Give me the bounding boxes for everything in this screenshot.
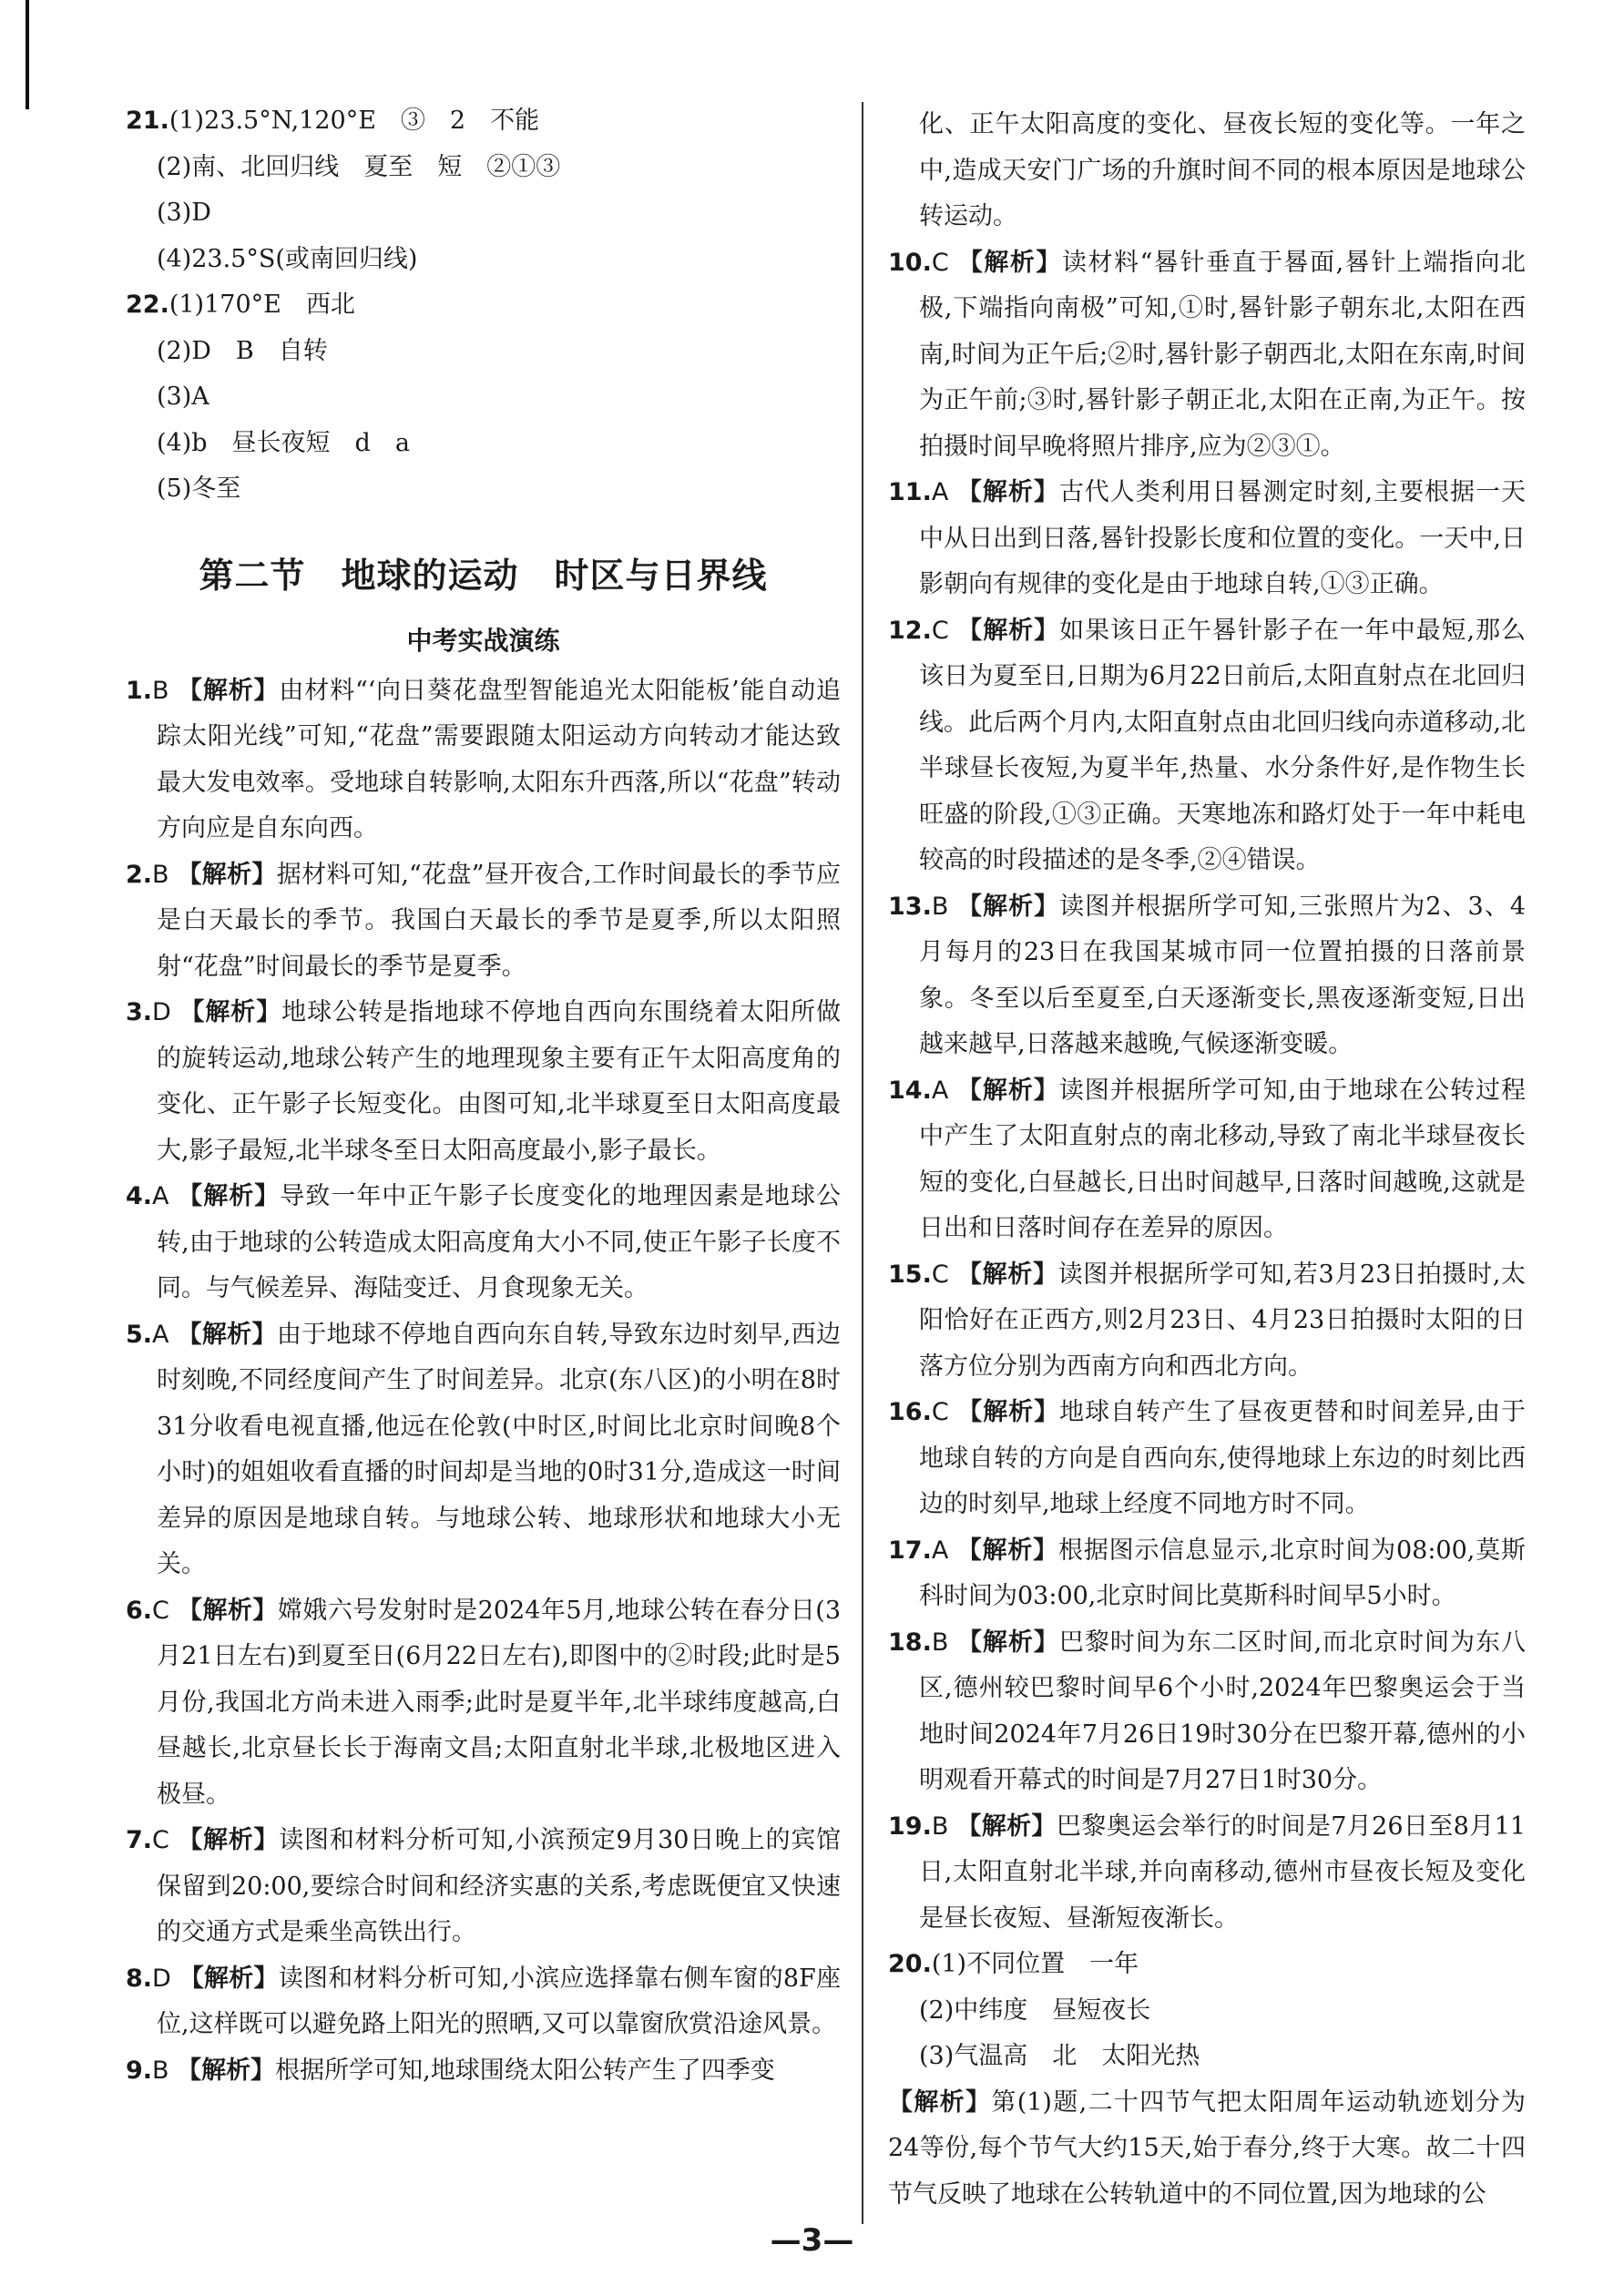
item-number: 5. (126, 1320, 153, 1349)
item-answer-letter: D (152, 998, 171, 1026)
answer-item (888, 1804, 1526, 1943)
item-answer-letter: A (152, 1320, 169, 1349)
analysis-tag: 【解析】 (177, 2056, 276, 2085)
item-answer-letter: C (931, 248, 949, 277)
item-analysis-text: 导致一年中正午影子长度变化的地理因素是地球公转,由于地球的公转造成太阳高度角大小不同,使正午影子长度不同。与气候差异、海陆变迁、月食现象无关。 (157, 1182, 842, 1302)
item-number: 1. (126, 676, 153, 705)
item-answer-letter: A (931, 1536, 949, 1565)
item-answer-letter: C (931, 616, 949, 645)
item-number: 4. (126, 1182, 153, 1210)
section-title: 第二节 地球的运动 时区与日界线 (199, 555, 768, 596)
q20-line-1 (888, 1942, 1526, 1988)
q21-answer-4: (4)23.5°S(或南回归线) (157, 244, 418, 273)
item-number: 15. (888, 1260, 932, 1289)
item-answer-letter: B (931, 1811, 949, 1841)
item-answer-letter: B (152, 676, 169, 705)
analysis-tag: 【解析】 (178, 676, 280, 705)
item-answer-letter: C (931, 1260, 949, 1289)
answer-item (888, 470, 1526, 608)
item-number: 7. (126, 1826, 153, 1854)
answer-item (126, 1312, 841, 1588)
item-number: 19. (888, 1811, 932, 1841)
item-analysis-text: 据材料可知,“花盘”昼开夜合,工作时间最长的季节应是白天最长的季节。我国白天最长的季节是夏季,所以太阳照射“花盘”时间最长的季节是夏季。 (157, 860, 841, 981)
answer-item (126, 1818, 841, 1956)
analysis-tag: 【解析】 (957, 892, 1060, 921)
analysis-tag: 【解析】 (179, 1964, 279, 1993)
item-analysis-text: 古代人类利用日晷测定时刻,主要根据一天中从日出到日落,晷针投影长度和位置的变化。一天中,日影朝向有规律的变化是由于地球自转,①③正确。 (919, 478, 1526, 598)
item-answer-letter: B (152, 2056, 169, 2085)
analysis-tag: 【解析】 (957, 248, 1062, 277)
item-answer-letter: A (152, 1182, 169, 1210)
q22-answer-1: (1)170°E 西北 (169, 291, 355, 319)
column-divider (862, 102, 863, 2224)
item-number: 16. (888, 1398, 932, 1426)
q21-answer-3: (3)D (157, 199, 211, 227)
answer-item (126, 1956, 841, 2048)
analysis-tag: 【解析】 (957, 1398, 1060, 1426)
q9-continuation: 化、正午太阳高度的变化、昼夜长短的变化等。一年之中,造成天安门广场的升旗时间不同的根本原因是地球公转运动。 (919, 110, 1526, 230)
q22-answer-5: (5)冬至 (157, 475, 241, 503)
answer-item (126, 1588, 841, 1819)
q22-answer-2: (2)D B 自转 (157, 336, 328, 365)
q22-line-1 (126, 282, 841, 329)
q20-analysis-text: 第(1)题,二十四节气把太阳周年运动轨迹划分为24等份,每个节气大约15天,始于春分,终于大寒。故二十四节气反映了地球在公转轨道中的不同位置,因为地球的公 (888, 2087, 1527, 2209)
q21-number: 21. (126, 107, 169, 135)
answer-item (888, 1390, 1526, 1528)
item-number: 11. (888, 478, 932, 506)
analysis-tag: 【解析】 (178, 1826, 280, 1854)
item-analysis-text: 读图并根据所学可知,三张照片为2、3、4月每月的23日在我国某城市同一位置拍摄的日落前景象。冬至以后至夏至,白天逐渐变长,黑夜逐渐变短,日出越来越早,日落越来越晚,气候逐渐变暖。 (919, 892, 1526, 1058)
sub-title: 中考实战演练 (406, 626, 560, 656)
q20-answer-2: (2)中纬度 昼短夜长 (919, 1995, 1151, 2025)
item-analysis-text: 读图并根据所学可知,由于地球在公转过程中产生了太阳直射点的南北移动,导致了南北半球昼夜长短的变化,白昼越长,日出时间越早,日落时间越晚,这就是日出和日落时间存在差异的原因。 (919, 1076, 1526, 1242)
item-analysis-text: 读图和材料分析可知,小滨应选择靠右侧车窗的8F座位,这样既可以避免路上阳光的照晒,又可以靠窗欣赏沿途风景。 (157, 1964, 841, 2038)
analysis-tag: 【解析】 (177, 1596, 278, 1625)
q21-line-1 (126, 98, 841, 145)
q20-answer-1: (1)不同位置 一年 (931, 1950, 1139, 1978)
q20-number: 20. (888, 1950, 932, 1978)
answer-item (126, 990, 841, 1174)
left-column (126, 98, 841, 2094)
item-answer-letter: C (931, 1398, 949, 1426)
analysis-tag: 【解析】 (956, 1628, 1059, 1657)
item-answer-letter: A (931, 478, 949, 506)
answer-item (888, 240, 1526, 471)
answer-item (126, 1174, 841, 1312)
item-number: 17. (888, 1536, 932, 1565)
item-analysis-text: 读材料“晷针垂直于晷面,晷针上端指向北极,下端指向南极”可知,①时,晷针影子朝东北,太阳在西南,时间为正午后;②时,晷针影子朝西北,太阳在东南,时间为正午前;③时,晷针影子朝正北,太阳在正南,为正午。按拍摄时间早晚将照片排序,应为②③①。 (919, 248, 1527, 461)
q22-number: 22. (126, 291, 169, 319)
q20-analysis (888, 2080, 1526, 2219)
question-20 (888, 1942, 1526, 2218)
item-analysis-text: 嫦娥六号发射时是2024年5月,地球公转在春分日(3月21日左右)到夏至日(6月22日左右),即图中的②时段;此时是5月份,我国北方尚未进入雨季;此时是夏半年,北半球纬度越高,白昼越长,北京昼长长于海南文昌;太阳直射北半球,北极地区进入极昼。 (157, 1596, 842, 1809)
q22-answer-3: (3)A (157, 383, 209, 411)
item-analysis-text: 根据图示信息显示,北京时间为08:00,莫斯科时间为03:00,北京时间比莫斯科时间早5小时。 (919, 1536, 1526, 1610)
analysis-tag: 【解析】 (178, 1182, 281, 1210)
q22-answer-4: (4)b 昼长夜短 d a (157, 428, 410, 457)
analysis-tag: 【解析】 (956, 1076, 1059, 1105)
item-analysis-text: 巴黎时间为东二区时间,而北京时间为东八区,德州较巴黎时间早6个小时,2024年巴黎奥运会于当地时间2024年7月26日19时30分在巴黎开幕,德州的小明观看开幕式的时间是7月27日1时30分。 (919, 1628, 1526, 1794)
item-number: 6. (126, 1596, 153, 1625)
item-answer-letter: A (931, 1076, 949, 1105)
item-answer-letter: C (152, 1826, 169, 1854)
item-number: 8. (126, 1964, 153, 1993)
answer-item (126, 2048, 841, 2095)
item-number: 3. (126, 998, 153, 1026)
analysis-tag: 【解析】 (956, 478, 1059, 506)
item-analysis-text: 地球公转是指地球不停地自西向东围绕着太阳所做的旋转运动,地球公转产生的地理现象主要有正午太阳高度角的变化、正午影子长短变化。由图可知,北半球夏至日太阳高度最大,影子最短,北半球冬至日太阳高度最小,影子最长。 (157, 998, 841, 1165)
analysis-tag: 【解析】 (179, 998, 282, 1026)
question-21 (126, 98, 841, 282)
q21-answer-1: (1)23.5°N,120°E ③ 2 不能 (169, 107, 540, 135)
item-analysis-text: 由材料“‘向日葵花盘型智能追光太阳能板’能自动追踪太阳光线”可知,“花盘”需要跟随太阳运动方向转动才能达致最大发电效率。受地球自转影响,太阳东升西落,所以“花盘”转动方向应是自东向西。 (157, 676, 841, 842)
analysis-tag: 【解析】 (177, 1320, 277, 1349)
answer-item (888, 1068, 1526, 1252)
answer-item (888, 608, 1526, 884)
answer-item (126, 668, 841, 852)
item-analysis-text: 读图和材料分析可知,小滨预定9月30日晚上的宾馆保留到20:00,要综合时间和经济实惠的关系,考虑既便宜又快速的交通方式是乘坐高铁出行。 (157, 1826, 841, 1946)
item-answer-letter: D (152, 1964, 171, 1993)
item-number: 10. (888, 248, 932, 277)
item-analysis-text: 读图并根据所学可知,若3月23日拍摄时,太阳恰好在正西方,则2月23日、4月23日拍摄时太阳的日落方位分别为西南方向和西北方向。 (919, 1260, 1526, 1381)
item-number: 18. (888, 1628, 932, 1657)
right-answer-list (888, 240, 1526, 1943)
item-answer-letter: B (152, 860, 169, 889)
item-analysis-text: 由于地球不停地自西向东自转,导致东边时刻早,西边时刻晚,不同经度间产生了时间差异。北京(东八区)的小明在8时31分收看电视直播,他远在伦敦(中时区,时间比北京时间晚8个小时)的姐姐收看直播的时间却是当地的0时31分,造成这一时间差异的原因是地球自转。与地球公转、地球形状和地球大小无关。 (157, 1320, 841, 1578)
item-answer-letter: C (152, 1596, 169, 1625)
item-number: 9. (126, 2056, 153, 2085)
left-margin-rule (26, 0, 29, 109)
item-analysis-text: 如果该日正午晷针影子在一年中最短,那么该日为夏至日,日期为6月22日前后,太阳直射点在北回归线。此后两个月内,太阳直射点由北回归线向赤道移动,北半球昼长夜短,为夏半年,热量、水分条件好,是作物生长旺盛的阶段,①③正确。天寒地冻和路灯处于一年中耗电较高的时段描述的是冬季,②④错误。 (919, 616, 1526, 874)
answer-item (888, 1620, 1526, 1804)
item-number: 14. (888, 1076, 932, 1105)
item-number: 13. (888, 892, 932, 921)
answer-item (888, 1252, 1526, 1391)
analysis-tag: 【解析】 (956, 1811, 1057, 1841)
item-answer-letter: B (931, 892, 949, 921)
analysis-tag: 【解析】 (956, 1536, 1058, 1565)
item-analysis-text: 地球自转产生了昼夜更替和时间差异,由于地球自转的方向是自西向东,使得地球上东边的时刻比西边的时刻早,地球上经度不同地方时不同。 (919, 1398, 1526, 1518)
page-number: —3— (770, 2222, 854, 2259)
question-22 (126, 282, 841, 513)
item-number: 12. (888, 616, 932, 645)
item-analysis-text: 巴黎奥运会举行的时间是7月26日至8月11日,太阳直射北半球,并向南移动,德州市昼夜长短及变化是昼长夜短、昼渐短夜渐长。 (919, 1811, 1526, 1933)
analysis-tag: 【解析】 (956, 1260, 1058, 1289)
item-analysis-text: 根据所学可知,地球围绕太阳公转产生了四季变 (275, 2056, 775, 2085)
analysis-tag: 【解析】 (957, 616, 1060, 645)
answer-item (126, 852, 841, 991)
answer-item (888, 884, 1526, 1068)
item-number: 2. (126, 860, 153, 889)
item-answer-letter: B (931, 1628, 949, 1657)
q20-answer-3: (3)气温高 北 太阳光热 (919, 2042, 1200, 2070)
analysis-tag: 【解析】 (177, 860, 277, 889)
right-column (888, 102, 1526, 2218)
left-answer-list (126, 668, 841, 2095)
answer-item (888, 1528, 1526, 1620)
q21-answer-2: (2)南、北回归线 夏至 短 ②①③ (157, 152, 561, 181)
analysis-tag: 【解析】 (888, 2087, 992, 2117)
